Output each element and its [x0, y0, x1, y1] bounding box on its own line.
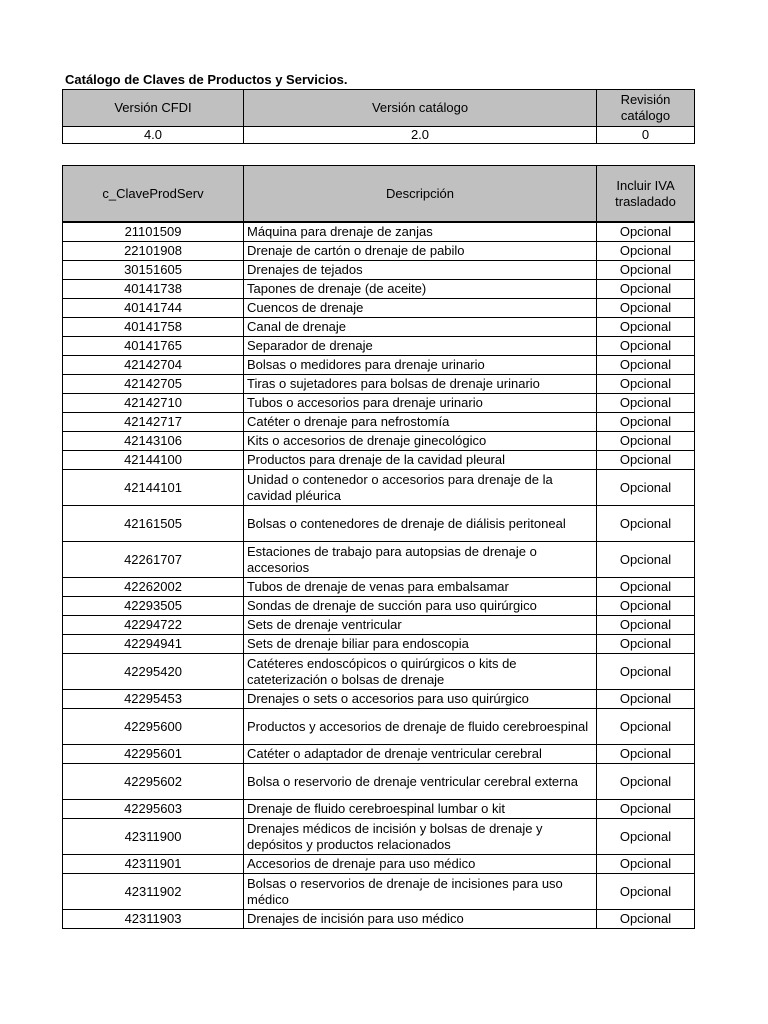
row-iva: Opcional: [597, 299, 695, 318]
row-code: 42311901: [63, 855, 244, 874]
table-row: [63, 299, 695, 318]
row-code: 42295420: [63, 654, 244, 690]
version-value-row: [63, 127, 695, 144]
row-description: Separador de drenaje: [244, 337, 597, 356]
table-row: [63, 874, 695, 910]
row-description: Productos para drenaje de la cavidad pleural: [244, 451, 597, 470]
row-description: Drenaje de cartón o drenaje de pabilo: [244, 242, 597, 261]
row-code: 21101509: [63, 222, 244, 242]
header-version-catalogo: Versión catálogo: [244, 90, 597, 127]
row-iva: Opcional: [597, 616, 695, 635]
table-row: [63, 470, 695, 506]
row-iva: Opcional: [597, 654, 695, 690]
row-description: Drenajes de tejados: [244, 261, 597, 280]
table-row: [63, 819, 695, 855]
row-iva: Opcional: [597, 261, 695, 280]
table-row: [63, 413, 695, 432]
catalog-header-row: [63, 166, 695, 223]
row-description: Estaciones de trabajo para autopsias de drenaje o accesorios: [244, 542, 597, 578]
row-code: 42295601: [63, 745, 244, 764]
row-iva: Opcional: [597, 597, 695, 616]
row-code: 42295600: [63, 709, 244, 745]
row-code: 42311902: [63, 874, 244, 910]
row-code: 42295602: [63, 764, 244, 800]
row-description: Sondas de drenaje de succión para uso quirúrgico: [244, 597, 597, 616]
table-row: [63, 745, 695, 764]
table-row: [63, 356, 695, 375]
row-code: 40141738: [63, 280, 244, 299]
row-code: 42261707: [63, 542, 244, 578]
table-row: [63, 910, 695, 929]
row-iva: Opcional: [597, 318, 695, 337]
row-description: Tubos o accesorios para drenaje urinario: [244, 394, 597, 413]
row-code: 42144101: [63, 470, 244, 506]
row-code: 42262002: [63, 578, 244, 597]
row-iva: Opcional: [597, 709, 695, 745]
table-row: [63, 222, 695, 242]
row-iva: Opcional: [597, 222, 695, 242]
row-description: Máquina para drenaje de zanjas: [244, 222, 597, 242]
row-description: Bolsa o reservorio de drenaje ventricular cerebral externa: [244, 764, 597, 800]
row-iva: Opcional: [597, 690, 695, 709]
row-description: Cuencos de drenaje: [244, 299, 597, 318]
row-code: 22101908: [63, 242, 244, 261]
header-revision-catalogo: Revisión catálogo: [597, 90, 695, 127]
row-description: Bolsas o contenedores de drenaje de diálisis peritoneal: [244, 506, 597, 542]
table-row: [63, 318, 695, 337]
table-row: [63, 764, 695, 800]
row-iva: Opcional: [597, 413, 695, 432]
row-code: 40141744: [63, 299, 244, 318]
row-iva: Opcional: [597, 542, 695, 578]
row-description: Accesorios de drenaje para uso médico: [244, 855, 597, 874]
row-iva: Opcional: [597, 337, 695, 356]
row-iva: Opcional: [597, 819, 695, 855]
row-iva: Opcional: [597, 432, 695, 451]
row-description: Drenajes médicos de incisión y bolsas de drenaje y depósitos y productos relacionados: [244, 819, 597, 855]
table-row: [63, 597, 695, 616]
row-iva: Opcional: [597, 280, 695, 299]
row-description: Tubos de drenaje de venas para embalsamar: [244, 578, 597, 597]
header-version-cfdi: Versión CFDI: [63, 90, 244, 127]
table-row: [63, 242, 695, 261]
table-row: [63, 616, 695, 635]
row-description: Sets de drenaje biliar para endoscopia: [244, 635, 597, 654]
row-iva: Opcional: [597, 470, 695, 506]
row-description: Unidad o contenedor o accesorios para drenaje de la cavidad pléurica: [244, 470, 597, 506]
row-code: 42294722: [63, 616, 244, 635]
row-code: 42293505: [63, 597, 244, 616]
row-code: 42142710: [63, 394, 244, 413]
row-description: Tiras o sujetadores para bolsas de drenaje urinario: [244, 375, 597, 394]
row-description: Bolsas o reservorios de drenaje de incisiones para uso médico: [244, 874, 597, 910]
table-row: [63, 337, 695, 356]
row-description: Productos y accesorios de drenaje de fluido cerebroespinal: [244, 709, 597, 745]
row-iva: Opcional: [597, 356, 695, 375]
row-iva: Opcional: [597, 745, 695, 764]
header-clave-prod-serv: c_ClaveProdServ: [63, 166, 244, 223]
row-iva: Opcional: [597, 394, 695, 413]
header-descripcion: Descripción: [244, 166, 597, 223]
row-iva: Opcional: [597, 800, 695, 819]
row-description: Sets de drenaje ventricular: [244, 616, 597, 635]
row-iva: Opcional: [597, 375, 695, 394]
row-iva: Opcional: [597, 855, 695, 874]
page-title: Catálogo de Claves de Productos y Servicios.: [65, 72, 348, 87]
row-code: 42143106: [63, 432, 244, 451]
row-code: 42142704: [63, 356, 244, 375]
row-code: 42161505: [63, 506, 244, 542]
row-code: 42294941: [63, 635, 244, 654]
table-row: [63, 654, 695, 690]
table-row: [63, 542, 695, 578]
table-row: [63, 280, 695, 299]
row-code: 42311903: [63, 910, 244, 929]
row-code: 42295603: [63, 800, 244, 819]
value-revision-catalogo: 0: [597, 127, 695, 144]
row-code: 42142705: [63, 375, 244, 394]
catalog-body: [63, 222, 695, 929]
row-code: 30151605: [63, 261, 244, 280]
table-row: [63, 709, 695, 745]
table-row: [63, 394, 695, 413]
row-description: Catéteres endoscópicos o quirúrgicos o kits de cateterización o bolsas de drenaje: [244, 654, 597, 690]
row-iva: Opcional: [597, 506, 695, 542]
row-code: 42144100: [63, 451, 244, 470]
row-code: 40141758: [63, 318, 244, 337]
table-row: [63, 375, 695, 394]
version-header-row: [63, 90, 695, 127]
catalog-table: [62, 165, 695, 929]
row-description: Tapones de drenaje (de aceite): [244, 280, 597, 299]
table-row: [63, 690, 695, 709]
row-description: Bolsas o medidores para drenaje urinario: [244, 356, 597, 375]
value-version-cfdi: 4.0: [63, 127, 244, 144]
value-version-catalogo: 2.0: [244, 127, 597, 144]
table-row: [63, 432, 695, 451]
row-description: Drenajes o sets o accesorios para uso quirúrgico: [244, 690, 597, 709]
row-description: Canal de drenaje: [244, 318, 597, 337]
row-description: Catéter o drenaje para nefrostomía: [244, 413, 597, 432]
row-iva: Opcional: [597, 910, 695, 929]
row-iva: Opcional: [597, 635, 695, 654]
row-code: 42295453: [63, 690, 244, 709]
row-iva: Opcional: [597, 242, 695, 261]
row-iva: Opcional: [597, 874, 695, 910]
table-row: [63, 800, 695, 819]
row-description: Drenajes de incisión para uso médico: [244, 910, 597, 929]
table-row: [63, 261, 695, 280]
row-description: Catéter o adaptador de drenaje ventricular cerebral: [244, 745, 597, 764]
row-code: 40141765: [63, 337, 244, 356]
table-row: [63, 506, 695, 542]
row-code: 42311900: [63, 819, 244, 855]
row-iva: Opcional: [597, 451, 695, 470]
row-code: 42142717: [63, 413, 244, 432]
table-row: [63, 855, 695, 874]
row-description: Kits o accesorios de drenaje ginecológico: [244, 432, 597, 451]
table-row: [63, 578, 695, 597]
row-iva: Opcional: [597, 578, 695, 597]
row-description: Drenaje de fluido cerebroespinal lumbar o kit: [244, 800, 597, 819]
row-iva: Opcional: [597, 764, 695, 800]
header-incluir-iva: Incluir IVA trasladado: [597, 166, 695, 223]
version-table: [62, 89, 695, 144]
table-row: [63, 451, 695, 470]
table-row: [63, 635, 695, 654]
